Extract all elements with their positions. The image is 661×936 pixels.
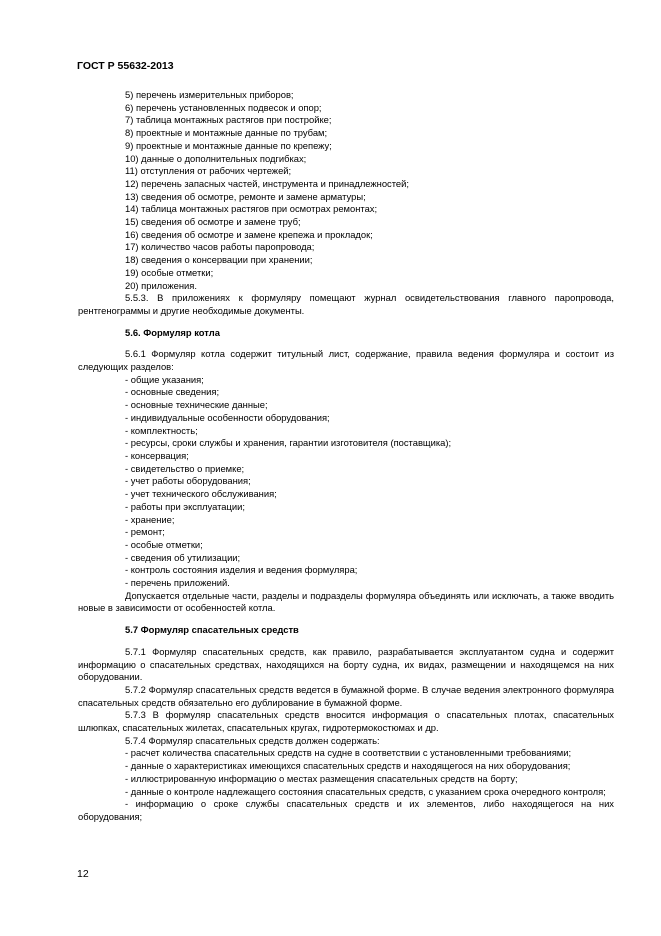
list-item: 20) приложения. [125,279,197,291]
list-item: - индивидуальные особенности оборудования; [125,411,330,423]
paragraph-allow: Допускается отдельные части, разделы и подразделы формуляра объединять или исключать, а также вводить новые в зависимости от особенностей котла. [78,589,614,614]
list-item: - учет технического обслуживания; [125,488,277,500]
list-item: 11) отступления от рабочих чертежей; [125,165,292,177]
paragraph-5-6-1: 5.6.1 Формуляр котла содержит титульный лист, содержание, правила ведения формуляра и состоит из следующих разделов: [78,348,614,373]
list-item: 17) количество часов работы паропровода; [125,241,315,253]
list-item: - данные о контроле надлежащего состояния спасательных средств, с указанием срока очередного контроля; [125,785,606,797]
paragraph-5-5-3: 5.5.3. В приложениях к формуляру помещают журнал освидетельствования главного паропровода, рентгенограммы и другие необходимые документы. [78,292,614,316]
list-item: - консервация; [125,449,189,461]
list-item: 5) перечень измерительных приборов; [125,89,294,100]
list-item: - общие указания; [125,373,204,385]
list-item: 13) сведения об осмотре, ремонте и замене арматуры; [125,190,366,202]
list-item: - данные о характеристиках имеющихся спасательных средств и находящегося на них оборудования; [125,760,571,772]
contents-list [78,747,614,823]
list-item: - особые отметки; [125,538,203,550]
list-item: - основные технические данные; [125,399,268,411]
list-item: - сведения об утилизации; [125,551,241,563]
list-item: 12) перечень запасных частей, инструмента и принадлежностей; [125,177,409,189]
document-body [78,89,614,824]
list-item: - работы при эксплуатации; [125,500,245,512]
list-item: - комплектность; [125,424,198,436]
list-item: - учет работы оборудования; [125,475,251,487]
paragraph-5-7-4: 5.7.4 Формуляр спасательных средств должен содержать: [125,734,380,746]
list-item: 7) таблица монтажных растягов при постройке; [125,114,332,126]
parts-list [78,89,614,292]
page-number: 12 [77,868,89,880]
section-heading-5-7: 5.7 Формуляр спасательных средств [125,624,299,636]
list-item: 9) проектные и монтажные данные по крепежу; [125,139,332,151]
list-item: - иллюстрированную информацию о местах размещения спасательных средств на борту; [125,772,518,784]
paragraph-5-7-1: 5.7.1 Формуляр спасательных средств, как правило, разрабатывается эксплуатантом судна и содержит информацию о спасательных средствах, находящихся на борту судна, их видах, размещении и находящемся на них оборудовании. [78,645,614,683]
list-item: 6) перечень установленных подвесок и опор; [125,101,322,113]
list-item: - расчет количества спасательных средств на судне в соответствии с установленными требованиями; [125,747,572,759]
list-item: 16) сведения об осмотре и замене крепежа и прокладок; [125,228,373,240]
paragraph-5-7-2: 5.7.2 Формуляр спасательных средств ведется в бумажной форме. В случае ведения электронного формуляра спасательных средств обязательно его дублирование в бумажной форме. [78,683,614,708]
list-item: 18) сведения о консервации при хранении; [125,254,313,266]
section-heading-5-6: 5.6. Формуляр котла [125,326,220,338]
list-item: 8) проектные и монтажные данные по трубам; [125,127,328,139]
list-item: - перечень приложений. [125,577,230,589]
list-item: - основные сведения; [125,386,220,398]
list-item: - хранение; [125,513,175,525]
list-item: - информацию о сроке службы спасательных средств и их элементов, либо находящегося на них оборудования; [78,798,614,822]
list-item: 14) таблица монтажных растягов при осмотрах ремонтах; [125,203,378,215]
document-header: ГОСТ Р 55632-2013 [77,60,174,72]
list-item: - свидетельство о приемке; [125,462,245,474]
paragraph-5-7-3: 5.7.3 В формуляр спасательных средств вносится информация о спасательных плотах, спасательных шлюпках, спасательных жилетах, спасательных кругах, гидротермокостюмах и др. [78,709,614,734]
list-item: 19) особые отметки; [125,266,214,278]
list-item: - ресурсы, сроки службы и хранения, гарантии изготовителя (поставщика); [125,437,452,449]
list-item: 10) данные о дополнительных подгибках; [125,152,307,164]
sections-list [78,374,614,590]
list-item: 15) сведения об осмотре и замене труб; [125,216,301,228]
list-item: - контроль состояния изделия и ведения формуляра; [125,564,358,576]
list-item: - ремонт; [125,526,165,538]
